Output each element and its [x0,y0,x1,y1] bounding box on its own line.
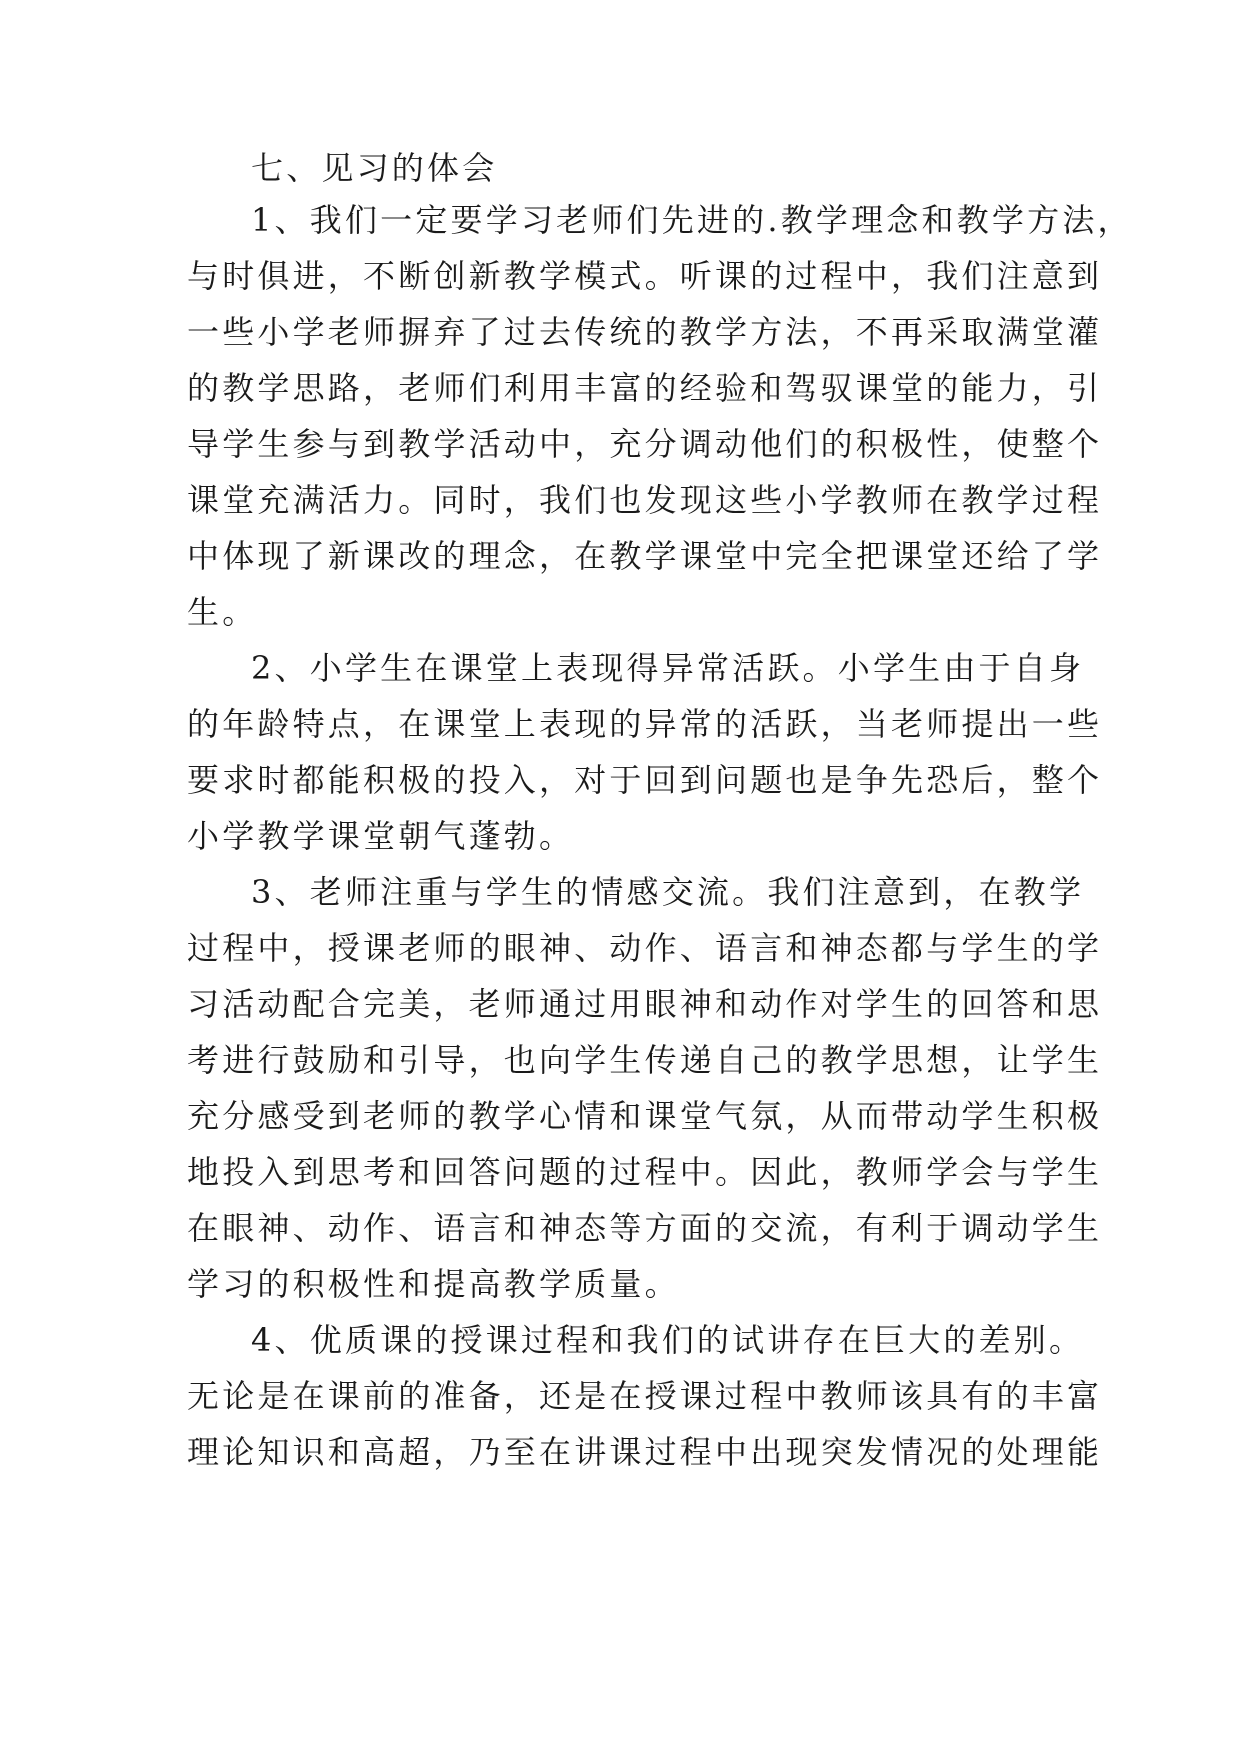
paragraph-line: 课堂充满活力。同时，我们也发现这些小学教师在教学过程 [187,481,1103,519]
paragraph-line: 4、优质课的授课过程和我们的试讲存在巨大的差别。 [251,1321,1085,1359]
paragraph-line: 考进行鼓励和引导，也向学生传递自己的教学思想，让学生 [187,1041,1103,1079]
paragraph-line: 理论知识和高超，乃至在讲课过程中出现突发情况的处理能 [187,1433,1103,1471]
section-heading: 七、见习的体会 [251,149,498,187]
paragraph-line: 生。 [187,593,258,631]
paragraph-line: 学习的积极性和提高教学质量。 [187,1265,680,1303]
paragraph-line: 的年龄特点，在课堂上表现的异常的活跃，当老师提出一些 [187,705,1103,743]
paragraph-line: 习活动配合完美，老师通过用眼神和动作对学生的回答和思 [187,985,1103,1023]
paragraph-line: 过程中，授课老师的眼神、动作、语言和神态都与学生的学 [187,929,1103,967]
paragraph-line: 无论是在课前的准备，还是在授课过程中教师该具有的丰富 [187,1377,1103,1415]
paragraph-line: 一些小学老师摒弃了过去传统的教学方法，不再采取满堂灌 [187,313,1103,351]
paragraph-line: 要求时都能积极的投入，对于回到问题也是争先恐后，整个 [187,761,1103,799]
paragraph-line: 3、老师注重与学生的情感交流。我们注意到，在教学 [251,873,1085,911]
paragraph-line: 在眼神、动作、语言和神态等方面的交流，有利于调动学生 [187,1209,1103,1247]
paragraph-line: 中体现了新课改的理念，在教学课堂中完全把课堂还给了学 [187,537,1103,575]
paragraph-line: 的教学思路，老师们利用丰富的经验和驾驭课堂的能力，引 [187,369,1103,407]
paragraph-line: 与时俱进，不断创新教学模式。听课的过程中，我们注意到 [187,257,1103,295]
paragraph-line: 导学生参与到教学活动中，充分调动他们的积极性，使整个 [187,425,1103,463]
paragraph-line: 地投入到思考和回答问题的过程中。因此，教师学会与学生 [187,1153,1103,1191]
paragraph-line: 小学教学课堂朝气蓬勃。 [187,817,575,855]
paragraph-line: 1、我们一定要学习老师们先进的.教学理念和教学方法， [251,201,1133,239]
paragraph-line: 2、小学生在课堂上表现得异常活跃。小学生由于自身 [251,649,1085,687]
paragraph-line: 充分感受到老师的教学心情和课堂气氛，从而带动学生积极 [187,1097,1103,1135]
